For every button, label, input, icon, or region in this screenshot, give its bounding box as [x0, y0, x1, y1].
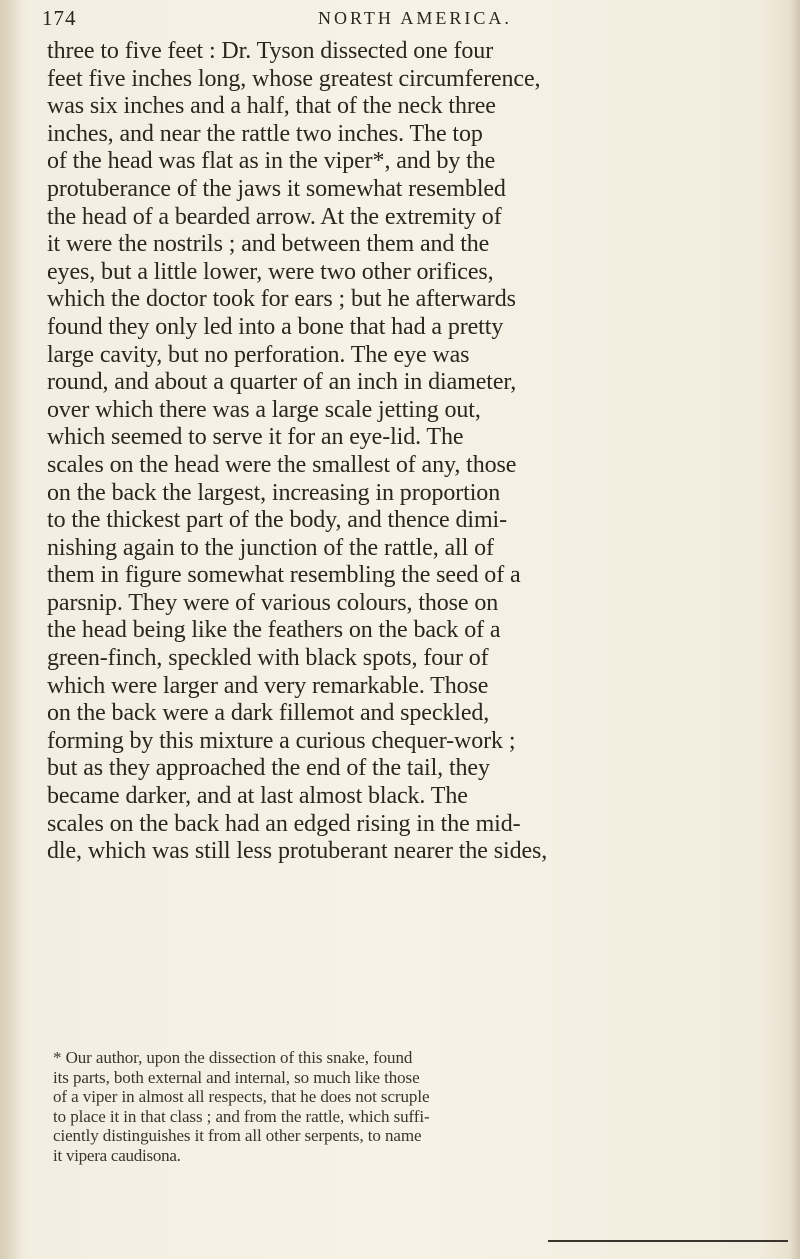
text-line: which the doctor took for ears ; but he afterwards [47, 286, 516, 313]
text-line: it were the nostrils ; and between them and the [47, 231, 490, 258]
text-line: the head of a bearded arrow. At the extremity of [47, 203, 502, 230]
page-header [42, 6, 772, 36]
text-line: of the head was flat as in the viper*, and by the [47, 148, 496, 175]
text-line: nishing again to the junction of the rattle, all of [47, 534, 494, 561]
text-line: parsnip. They were of various colours, those on [47, 589, 499, 616]
text-line: three to five feet : Dr. Tyson dissected one four [47, 38, 494, 64]
text-line: large cavity, but no perforation. The eye was [47, 341, 470, 368]
text-line: on the back the largest, increasing in proportion [47, 479, 501, 506]
body-text [47, 38, 787, 866]
text-line: them in figure somewhat resembling the seed of a [47, 562, 521, 589]
running-head: NORTH AMERICA. [318, 8, 512, 28]
text-line: to the thickest part of the body, and thence dimi- [47, 507, 507, 534]
footnote [53, 1048, 788, 1165]
footnote-line: * Our author, upon the dissection of this snake, found [53, 1048, 413, 1067]
text-line: inches, and near the rattle two inches. The top [47, 120, 483, 147]
text-line: over which there was a large scale jetting out, [47, 396, 481, 423]
footnote-line: of a viper in almost all respects, that he does not scruple [53, 1087, 430, 1106]
text-line: feet five inches long, whose greatest circumference, [47, 65, 541, 92]
text-line: scales on the back had an edged rising in the mid- [47, 810, 521, 837]
text-line: which seemed to serve it for an eye-lid. The [47, 424, 464, 451]
text-line: which were larger and very remarkable. Those [47, 672, 489, 699]
text-line: on the back were a dark fillemot and speckled, [47, 700, 490, 727]
text-line: green-finch, speckled with black spots, four of [47, 645, 489, 672]
binding-shadow [0, 0, 22, 1259]
text-line: found they only led into a bone that had a pretty [47, 313, 504, 340]
text-line: protuberance of the jaws it somewhat resembled [47, 175, 506, 202]
page-number: 174 [42, 6, 77, 30]
text-line: but as they approached the end of the tail, they [47, 755, 490, 782]
footnote-line: its parts, both external and internal, so much like those [53, 1067, 420, 1087]
bottom-rule [548, 1240, 788, 1242]
text-line: dle, which was still less protuberant nearer the sides, [47, 838, 548, 865]
text-line: scales on the head were the smallest of any, those [47, 451, 517, 478]
page-edge [790, 0, 800, 1259]
text-line: the head being like the feathers on the back of a [47, 617, 501, 644]
footnote-line: ciently distinguishes it from all other serpents, to name [53, 1126, 422, 1145]
text-line: forming by this mixture a curious chequer-work ; [47, 727, 516, 754]
footnote-line: it vipera caudisona. [53, 1145, 181, 1165]
text-line: eyes, but a little lower, were two other orifices, [47, 258, 494, 285]
text-line: became darker, and at last almost black. The [47, 783, 468, 810]
text-line: was six inches and a half, that of the neck three [47, 93, 496, 120]
text-line: round, and about a quarter of an inch in diameter, [47, 369, 517, 396]
footnote-line: to place it in that class ; and from the rattle, which suffi- [53, 1106, 430, 1126]
